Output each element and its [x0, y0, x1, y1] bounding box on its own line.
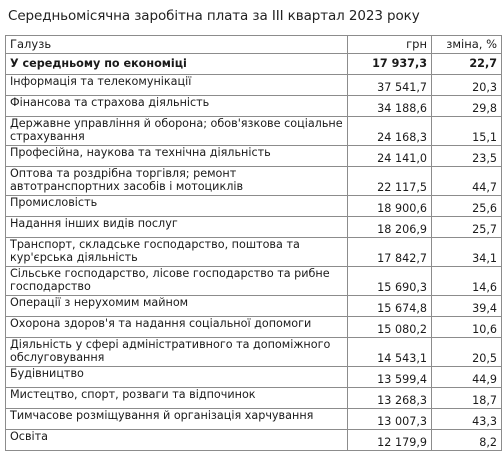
row-industry: Професійна, наукова та технічна діяльність — [6, 146, 348, 167]
table-row — [6, 296, 502, 317]
row-industry: Оптова та роздрібна торгівля; ремонт автотранспортних засобів і мотоциклів — [6, 167, 348, 196]
row-industry: Освіта — [6, 430, 348, 451]
row-change: 25,7 — [432, 217, 502, 238]
row-salary: 14 543,1 — [348, 338, 432, 367]
row-salary: 15 080,2 — [348, 317, 432, 338]
header-uah: грн — [348, 36, 432, 54]
row-industry: Діяльність у сфері адміністративного та допоміжного обслуговування — [6, 338, 348, 367]
row-change: 43,3 — [432, 409, 502, 430]
row-salary: 24 141,0 — [348, 146, 432, 167]
row-industry: Державне управління й оборона; обов'язкове соціальне страхування — [6, 117, 348, 146]
header-row — [6, 36, 502, 54]
row-industry: Будівництво — [6, 367, 348, 388]
table-row — [6, 409, 502, 430]
salary-table — [5, 35, 502, 451]
row-change: 20,5 — [432, 338, 502, 367]
row-change: 20,3 — [432, 75, 502, 96]
table-row — [6, 338, 502, 367]
row-salary: 17 842,7 — [348, 238, 432, 267]
table-row — [6, 430, 502, 451]
row-change: 22,7 — [432, 54, 502, 75]
row-change: 8,2 — [432, 430, 502, 451]
row-change: 34,1 — [432, 238, 502, 267]
row-salary: 15 674,8 — [348, 296, 432, 317]
table-row — [6, 54, 502, 75]
table-row — [6, 196, 502, 217]
row-salary: 17 937,3 — [348, 54, 432, 75]
row-change: 14,6 — [432, 267, 502, 296]
row-change: 44,9 — [432, 367, 502, 388]
table-row — [6, 96, 502, 117]
row-salary: 15 690,3 — [348, 267, 432, 296]
row-change: 18,7 — [432, 388, 502, 409]
row-industry: Охорона здоров'я та надання соціальної допомоги — [6, 317, 348, 338]
row-industry: Надання інших видів послуг — [6, 217, 348, 238]
row-industry: Фінансова та страхова діяльність — [6, 96, 348, 117]
row-industry: Тимчасове розміщування й організація харчування — [6, 409, 348, 430]
row-industry: Транспорт, складське господарство, поштова та кур'єрська діяльність — [6, 238, 348, 267]
row-salary: 13 599,4 — [348, 367, 432, 388]
table-row — [6, 146, 502, 167]
row-industry: Мистецтво, спорт, розваги та відпочинок — [6, 388, 348, 409]
row-industry: Інформація та телекомунікації — [6, 75, 348, 96]
row-salary: 34 188,6 — [348, 96, 432, 117]
row-salary: 37 541,7 — [348, 75, 432, 96]
table-row — [6, 117, 502, 146]
table-row — [6, 367, 502, 388]
row-change: 44,7 — [432, 167, 502, 196]
row-industry: Операції з нерухомим майном — [6, 296, 348, 317]
table-row — [6, 267, 502, 296]
table-row — [6, 317, 502, 338]
row-salary: 18 900,6 — [348, 196, 432, 217]
row-salary: 18 206,9 — [348, 217, 432, 238]
row-change: 23,5 — [432, 146, 502, 167]
table-row — [6, 75, 502, 96]
row-salary: 22 117,5 — [348, 167, 432, 196]
header-industry: Галузь — [6, 36, 348, 54]
table-row — [6, 217, 502, 238]
table-row — [6, 167, 502, 196]
row-change: 15,1 — [432, 117, 502, 146]
table-row — [6, 238, 502, 267]
header-change: зміна, % — [432, 36, 502, 54]
row-salary: 12 179,9 — [348, 430, 432, 451]
row-salary: 24 168,3 — [348, 117, 432, 146]
row-change: 10,6 — [432, 317, 502, 338]
table-title: Середньомісячна заробітна плата за ІІІ квартал 2023 року — [8, 8, 420, 24]
row-salary: 13 268,3 — [348, 388, 432, 409]
table-row — [6, 388, 502, 409]
row-industry: Сільське господарство, лісове господарство та рибне господарство — [6, 267, 348, 296]
row-change: 25,6 — [432, 196, 502, 217]
row-industry: У середньому по економіці — [6, 54, 348, 75]
row-industry: Промисловість — [6, 196, 348, 217]
row-change: 29,8 — [432, 96, 502, 117]
row-salary: 13 007,3 — [348, 409, 432, 430]
row-change: 39,4 — [432, 296, 502, 317]
